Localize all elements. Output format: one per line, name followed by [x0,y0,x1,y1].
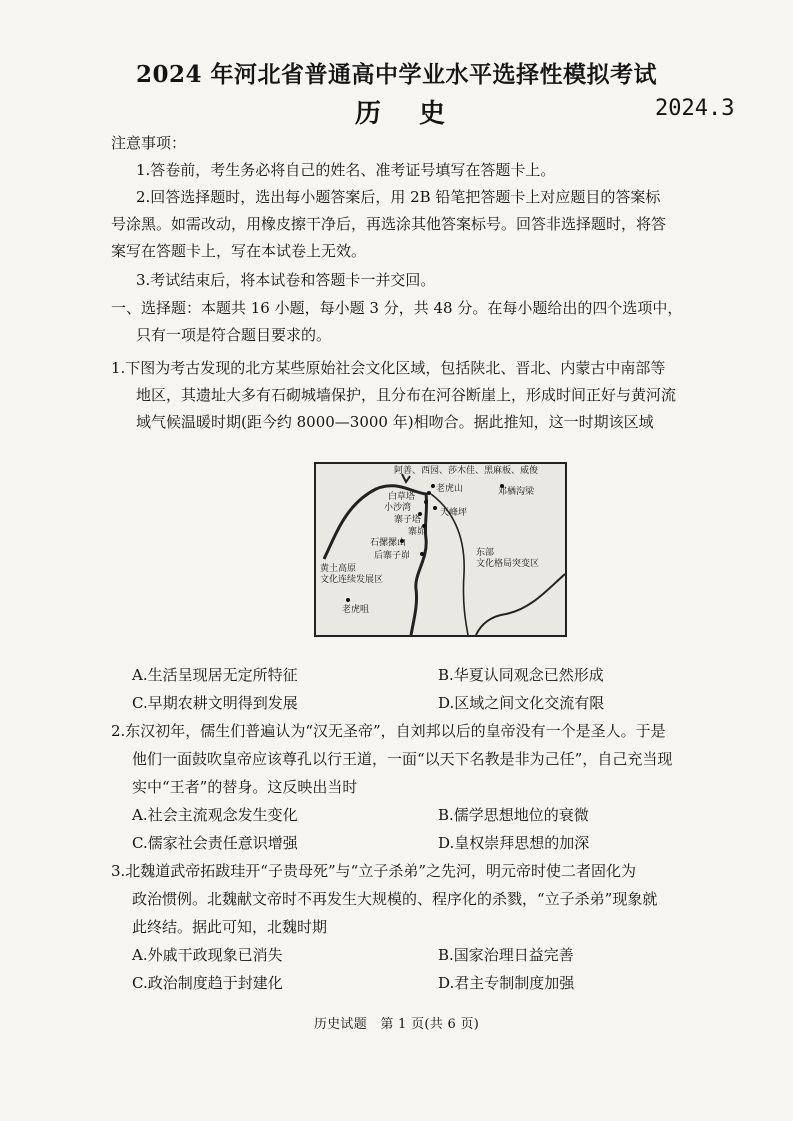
exam-date: 2024.3 [655,96,735,121]
page-footer: 历史试题 第 1 页(共 6 页) [313,1017,480,1032]
section-1-instructions-line-2: 只有一项是符合题目要求的。 [136,326,332,344]
exam-title: 2024 年河北省普通高中学业水平选择性模拟考试 [135,61,658,88]
question-1-line-1: 1.下图为考古发现的北方某些原始社会文化区域，包括陕北、晋北、内蒙古中南部等 [111,359,666,377]
site-dot-laohuzui [346,598,350,602]
east-boundary-line [476,574,565,635]
question-2-line-2: 他们一面鼓吹皇帝应该尊孔以行王道，一面“以天下名教是非为己任”，自己充当现 [132,750,673,768]
map-label-baicaota: 白草塔 [388,492,416,502]
question-3-line-1: 3.北魏道武帝拓跋珪开“子贵母死”与“立子杀弟”之先河，明元帝时使二者固化为 [111,862,636,880]
map-label-tianfengping: 天峰坪 [440,508,468,518]
question-3-line-3: 此终结。据此可知，北魏时期 [132,918,328,936]
notice-item-1: 1.答卷前，考生务必将自己的姓名、准考证号填写在答题卡上。 [136,161,556,179]
q3-option-d[interactable]: D.君主专制制度加强 [438,974,575,992]
map-label-xiaoshawan: 小沙湾 [384,503,412,513]
site-dot-laohushan [431,484,435,488]
map-label-zhaimao: 寨峁 [408,527,427,537]
map-label-laohushan: 老虎山 [436,484,464,494]
q1-option-c[interactable]: C.早期农耕文明得到发展 [132,694,298,712]
map-label-top-sites: 阿善、西园、莎木佳、黑麻板、威俊 [394,466,539,476]
q2-option-d[interactable]: D.皇权崇拜思想的加深 [438,834,590,852]
map-label-zhaizita: 寨子塔 [394,515,422,525]
question-3-line-2: 政治惯例。北魏献文帝时不再发生大规模的、程序化的杀戮，“立子杀弟”现象就 [132,890,658,908]
notice-item-3: 3.考试结束后，将本试卷和答题卡一并交回。 [136,271,436,289]
site-dot-xiaoshawan [424,500,428,504]
q2-option-c[interactable]: C.儒家社会责任意识增强 [132,834,298,852]
question-1-line-3: 域气候温暖时期(距今约 8000—3000 年)相吻合。据此推知，这一时期该区域 [136,413,654,431]
notice-item-2-line-2: 号涂黑。如需改动，用橡皮擦干净后，再选涂其他答案标号。回答非选择题时，将答 [111,215,667,233]
archaeological-map [314,462,567,637]
question-2-line-1: 2.东汉初年，儒生们普遍认为“汉无圣帝”，自刘邦以后的皇帝没有一个是圣人。于是 [111,722,666,740]
q3-option-c[interactable]: C.政治制度趋于封建化 [132,974,283,992]
site-dot-tianfengping [433,506,437,510]
map-label-east-line-2: 文化格局突变区 [476,559,540,569]
q1-option-b[interactable]: B.华夏认同观念已然形成 [438,666,604,684]
map-label-houzhaizimao: 后寨子峁 [374,551,411,561]
notice-item-2-line-1: 2.回答选择题时，选出每小题答案后，用 2B 铅笔把答题卡上对应题目的答案标 [136,188,661,206]
q2-option-b[interactable]: B.儒学思想地位的衰微 [438,806,589,824]
map-label-loess-line-1: 黄土高原 [320,564,357,574]
map-label-laohuzui: 老虎咀 [342,605,370,615]
map-label-east-line-1: 东部 [476,548,495,558]
q1-option-d[interactable]: D.区域之间文化交流有限 [438,694,605,712]
site-dot-houzhaizimao [420,552,424,556]
map-label-loess-line-2: 文化连续发展区 [320,575,384,585]
notice-item-2-line-3: 案写在答题卡上，写在本试卷上无效。 [111,242,367,260]
q1-option-a[interactable]: A.生活呈现居无定所特征 [132,666,298,684]
section-1-instructions-line-1: 一、选择题：本题共 16 小题，每小题 3 分，共 48 分。在每小题给出的四个选项中， [111,299,683,317]
map-label-zhukaigou: 邓楢沟梁 [498,487,535,497]
notice-heading: 注意事项： [111,134,187,152]
q3-option-a[interactable]: A.外戚干政现象已消失 [132,946,283,964]
subject-heading: 历史 [355,99,484,129]
question-2-line-3: 实中“王者”的替身。这反映出当时 [132,778,358,796]
question-1-line-2: 地区，其遗址大多有石砌城墙保护，且分布在河谷断崖上，形成时间正好与黄河流 [136,386,677,404]
site-dot-baicaota [427,491,431,495]
q2-option-a[interactable]: A.社会主流观念发生变化 [132,806,298,824]
q3-option-b[interactable]: B.国家治理日益完善 [438,946,574,964]
map-label-shibaishan: 石摞摞山 [370,538,407,548]
